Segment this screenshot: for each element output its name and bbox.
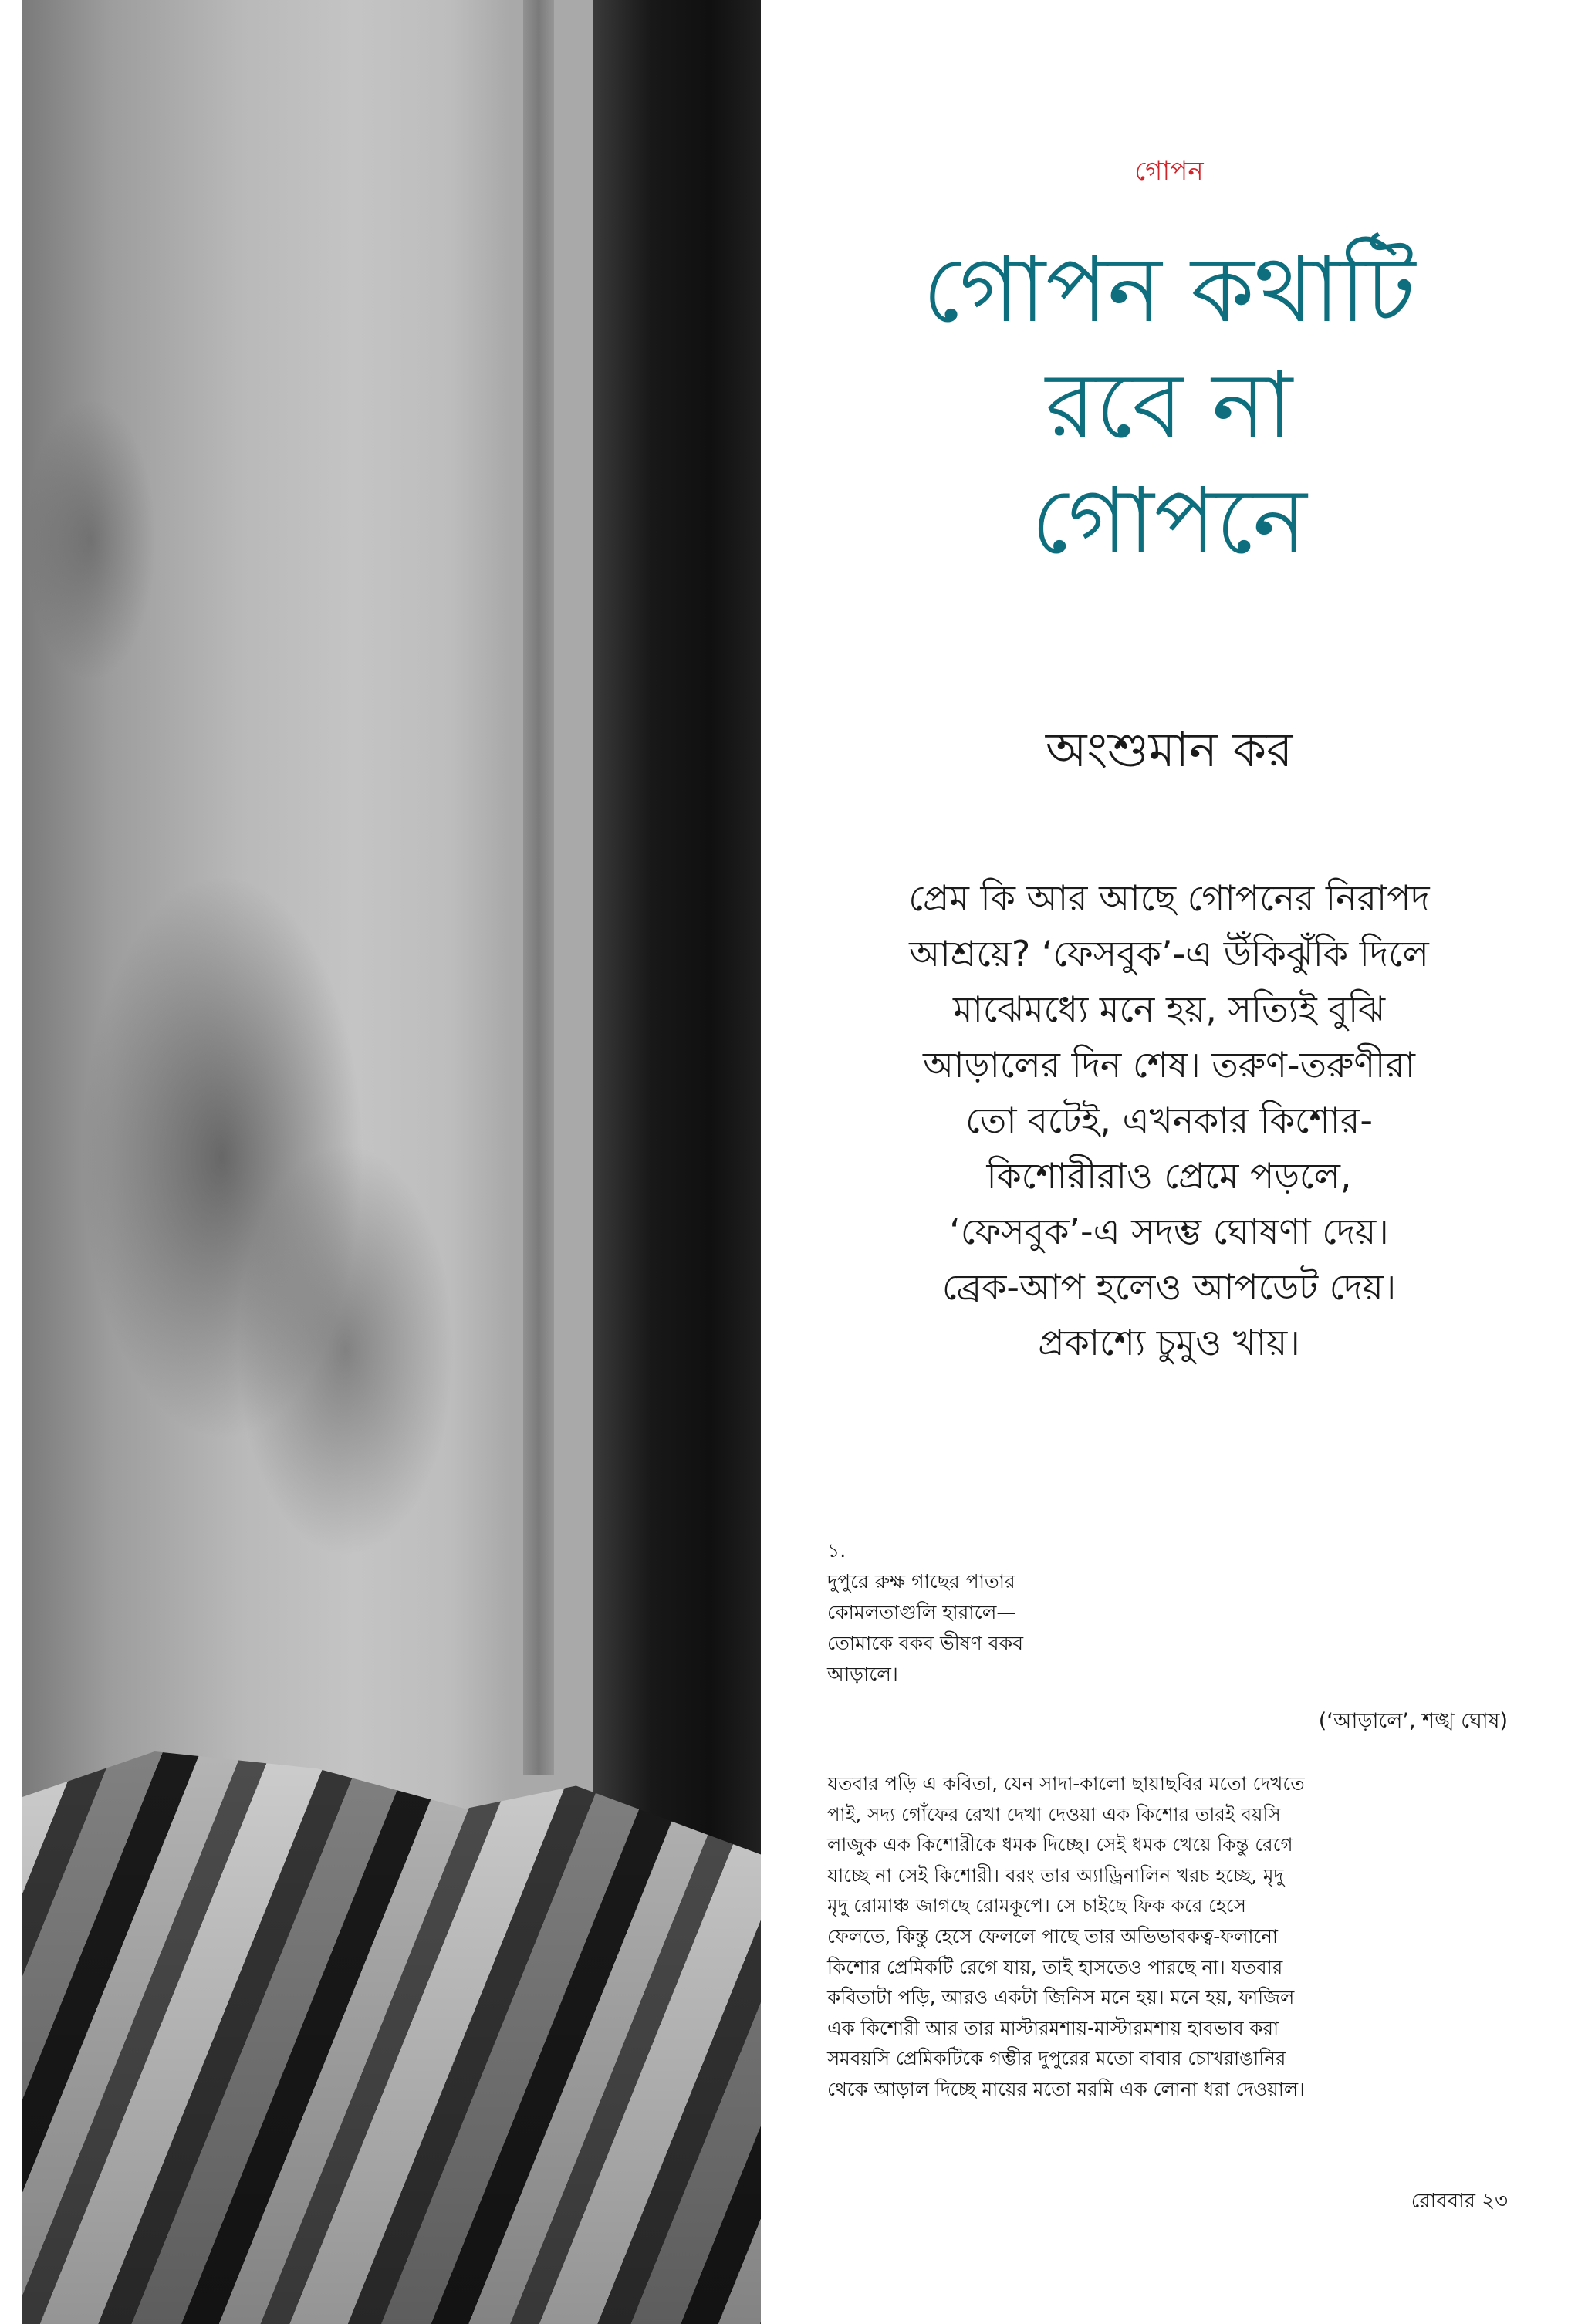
- poem-line: কোমলতাগুলি হারালে—: [827, 1601, 1016, 1623]
- author-byline: অংশুমান কর: [1045, 721, 1293, 778]
- headline: [810, 231, 1528, 579]
- intro-line: ‘ফেসবুক’-এ সদম্ভ ঘোষণা দেয়।: [949, 1211, 1389, 1252]
- headline-line: গোপন কথাটি: [922, 236, 1416, 343]
- intro-line: ব্রেক-আপ হলেও আপডেট দেয়।: [941, 1266, 1397, 1308]
- headline-line: রবে না: [1045, 352, 1293, 458]
- poem-credit: (‘আড়ালে’, শঙ্খ ঘোষ): [1318, 1709, 1508, 1733]
- intro-line: কিশোরীরাও প্রেমে পড়লে,: [986, 1155, 1352, 1197]
- intro-line: আড়ালের দিন শেষ। তরুণ-তরুণীরা: [923, 1044, 1415, 1086]
- body-line: যতবার পড়ি এ কবিতা, যেন সাদা-কালো ছায়াছবির মতো দেখতে: [827, 1772, 1305, 1795]
- window-frame: [523, 0, 554, 1775]
- poem-quote: [827, 1535, 1522, 1690]
- poem-line: দুপুরে রুক্ষ গাছের পাতার: [827, 1570, 1015, 1593]
- intro-line: তো বটেই, এখনকার কিশোর-: [965, 1100, 1373, 1141]
- intro-line: আশ্রয়ে? ‘ফেসবুক’-এ উঁকিঝুঁকি দিলে: [909, 933, 1429, 975]
- poem-number: ১.: [827, 1539, 846, 1562]
- poem-line: আড়ালে।: [827, 1663, 898, 1685]
- intro-line: মাঝেমধ্যে মনে হয়, সত্যিই বুঝি: [952, 988, 1386, 1030]
- intro-line: প্রকাশ্যে চুমুও খায়।: [1038, 1322, 1300, 1363]
- body-line: এক কিশোরী আর তার মাস্টারমশায়-মাস্টারমশায় হাবভাব করা: [827, 2016, 1279, 2039]
- body-line: থেকে আড়াল দিচ্ছে মায়ের মতো মরমি এক লোনা ধরা দেওয়াল।: [827, 2077, 1305, 2100]
- body-line: কিশোর প্রেমিকটি রেগে যায়, তাই হাসতেও পারছে না। যতবার: [827, 1955, 1283, 1978]
- article-column: [810, 0, 1528, 2324]
- body-line: লাজুক এক কিশোরীকে ধমক দিচ্ছে। সেই ধমক খেয়ে কিন্তু রেগে: [827, 1833, 1293, 1856]
- fabric-shadow: [22, 1751, 761, 2324]
- poem-line: তোমাকে বকব ভীষণ বকব: [827, 1632, 1023, 1654]
- body-line: পাই, সদ্য গোঁফের রেখা দেখা দেওয়া এক কিশোর তারই বয়সি: [827, 1802, 1281, 1826]
- headline-line: গোপনে: [1031, 468, 1307, 574]
- cover-photo: [22, 0, 761, 2324]
- intro-line: প্রেম কি আর আছে গোপনের নিরাপদ: [908, 877, 1430, 919]
- section-tag: গোপন: [1134, 156, 1204, 187]
- body-line: সমবয়সি প্রেমিকটিকে গম্ভীর দুপুরের মতো বাবার চোখরাঙানির: [827, 2047, 1286, 2070]
- page-folio: রোববার ২৩: [1411, 2190, 1508, 2213]
- body-line: মৃদু রোমাঞ্চ জাগছে রোমকূপে। সে চাইছে ফিক করে হেসে: [827, 1894, 1246, 1917]
- body-line: যাচ্ছে না সেই কিশোরী। বরং তার অ্যাড্রিনালিন খরচ হচ্ছে, মৃদু: [827, 1863, 1284, 1887]
- body-line: ফেলতে, কিন্তু হেসে ফেললে পাছে তার অভিভাবকত্ব-ফলানো: [827, 1924, 1279, 1947]
- intro-paragraph: [810, 870, 1528, 1370]
- body-line: কবিতাটা পড়ি, আরও একটা জিনিস মনে হয়। মনে হয়, ফাজিল: [827, 1986, 1295, 2009]
- body-paragraph: [827, 1768, 1522, 2105]
